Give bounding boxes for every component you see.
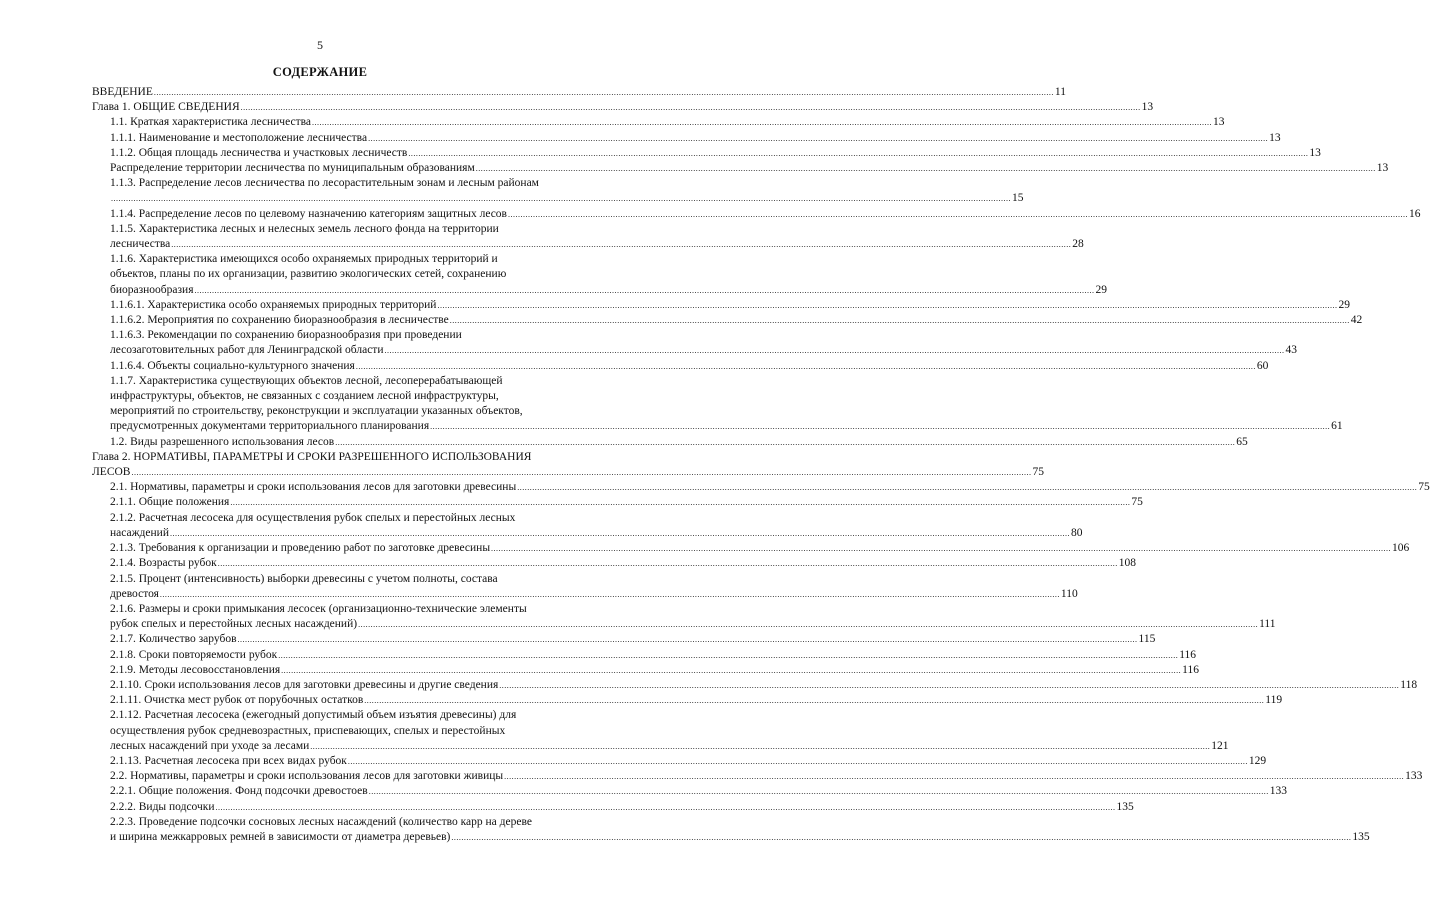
- toc-entry[interactable]: [92, 450, 1044, 480]
- toc-entry[interactable]: [92, 222, 1084, 252]
- toc-entry-text: лесных насаждений при уходе за лесами: [110, 739, 310, 752]
- toc-page-number: 129: [1248, 754, 1267, 767]
- toc-entry-text: 2.1.6. Размеры и сроки примыкания лесосек (организационно-технические элементы: [110, 602, 527, 615]
- toc-page-number: 106: [1392, 542, 1410, 555]
- toc-page-number: 133: [1405, 770, 1423, 783]
- toc-entry[interactable]: [92, 800, 1134, 815]
- toc-page-number: 13: [1309, 146, 1321, 159]
- toc-entry[interactable]: [92, 328, 1297, 358]
- dot-leader: [310, 739, 1210, 754]
- toc-entry-text: 2.1.3. Требования к организации и проведению работ по заготовке древесины: [110, 542, 491, 555]
- dot-leader: [154, 85, 1054, 100]
- toc-entry-text: 2.1.5. Процент (интенсивность) выборки древесины с учетом полноты, состава: [110, 572, 498, 585]
- toc-entry[interactable]: [92, 176, 1024, 206]
- toc-entry[interactable]: [92, 754, 1267, 769]
- dot-leader: [368, 131, 1268, 146]
- dot-leader: [131, 465, 1031, 480]
- dot-leader: [437, 298, 1337, 313]
- toc-entry[interactable]: [92, 85, 1066, 100]
- toc-entry[interactable]: [92, 663, 1199, 678]
- toc-entry-text: 1.1.6.3. Рекомендации по сохранению биоразнообразия при проведении: [110, 329, 462, 342]
- toc-page-number: 13: [1213, 116, 1225, 129]
- dot-leader: [111, 191, 1011, 206]
- dot-leader: [335, 435, 1235, 450]
- toc-entry-text: 2.1.11. Очистка мест рубок от порубочных остатков: [110, 694, 364, 707]
- toc-page-number: 115: [1138, 633, 1156, 646]
- toc-entry[interactable]: [92, 100, 1154, 115]
- toc-page-number: 29: [1095, 283, 1107, 296]
- dot-leader: [348, 754, 1248, 769]
- toc-page-number: 121: [1211, 739, 1229, 752]
- toc-entry-text: 2.1.7. Количество зарубов: [110, 633, 237, 646]
- toc-entry[interactable]: [92, 161, 1389, 176]
- dot-leader: [356, 359, 1256, 374]
- toc-page-number: 11: [1054, 86, 1066, 98]
- toc-entry-text: ВВЕДЕНИЕ: [92, 86, 153, 98]
- toc-entry-text: биоразнообразия: [110, 283, 194, 296]
- toc-entry[interactable]: [92, 480, 1430, 495]
- dot-leader: [499, 678, 1399, 693]
- dot-leader: [491, 541, 1391, 556]
- toc-page-number: 80: [1070, 526, 1083, 539]
- toc-page-number: 108: [1118, 557, 1136, 570]
- dot-leader: [508, 207, 1408, 222]
- dot-leader: [408, 146, 1308, 161]
- toc-entry[interactable]: [92, 131, 1281, 146]
- toc-entry-text: 1.1.3. Распределение лесов лесничества по лесорастительным зонам и лесным районам: [110, 177, 539, 190]
- toc-entry-text: лесничества: [110, 238, 171, 251]
- toc-entry-text: 2.1.4. Возрасты рубок: [110, 557, 217, 570]
- dot-leader: [238, 632, 1138, 647]
- toc-page-number: 75: [1032, 466, 1044, 479]
- dot-leader: [281, 663, 1181, 678]
- toc-page-number: 116: [1179, 648, 1197, 661]
- dot-leader: [430, 419, 1330, 434]
- toc-entry-text: 2.2.1. Общие положения. Фонд подсочки древостоев: [110, 785, 368, 798]
- dot-leader: [195, 283, 1095, 298]
- dot-leader: [358, 617, 1258, 632]
- toc-entry-text: 2.1. Нормативы, параметры и сроки использования лесов для заготовки древесины: [110, 481, 517, 494]
- dot-leader: [171, 237, 1071, 252]
- toc-entry[interactable]: [92, 374, 1343, 435]
- toc-page-number: 118: [1400, 678, 1418, 691]
- toc-page-number: 75: [1418, 481, 1430, 494]
- dot-leader: [312, 115, 1212, 130]
- toc-page-number: 133: [1269, 785, 1287, 798]
- toc-entry-text: Распределение территории лесничества по муниципальным образованиям: [110, 162, 475, 175]
- toc-entry-text: инфраструктуры, объектов, не связанных с созданием лесной инфраструктуры,: [110, 390, 499, 403]
- toc-entry[interactable]: [92, 769, 1423, 784]
- dot-leader: [450, 313, 1350, 328]
- toc-page-number: 13: [1269, 131, 1281, 144]
- toc-page-number: 13: [1141, 101, 1154, 114]
- toc-page-number: 116: [1182, 663, 1199, 676]
- toc-entry-text: 2.1.9. Методы лесовосстановления: [110, 663, 281, 676]
- toc-page-number: 110: [1060, 587, 1078, 600]
- dot-leader: [170, 526, 1070, 541]
- toc-entry[interactable]: [92, 511, 1083, 541]
- toc-page-number: 13: [1376, 162, 1389, 175]
- toc-page-number: 43: [1285, 344, 1297, 357]
- toc-page-number: 135: [1352, 830, 1370, 843]
- toc-entry-text: 2.2.3. Проведение подсочки сосновых лесных насаждений (количество карр на дереве: [110, 815, 532, 828]
- toc-page-number: 60: [1256, 359, 1269, 372]
- toc-entry[interactable]: [92, 495, 1143, 510]
- toc-entry[interactable]: [92, 815, 1370, 845]
- toc-entry-text: 1.1.7. Характеристика существующих объектов лесной, лесоперерабатывающей: [110, 374, 503, 387]
- toc-entry-text: и ширина межкарровых ремней в зависимости от диаметра деревьев): [110, 830, 451, 843]
- toc-entry-text: 1.1.4. Распределение лесов по целевому назначению категориям защитных лесов: [110, 207, 507, 220]
- toc-entry-text: 2.2. Нормативы, параметры и сроки использования лесов для заготовки живицы: [110, 770, 504, 783]
- toc-entry[interactable]: [92, 708, 1229, 754]
- toc-entry-text: объектов, планы по их организации, развитию экологических сетей, сохранению: [110, 268, 507, 281]
- dot-leader: [476, 161, 1376, 176]
- toc-entry-text: 2.2.2. Виды подсочки: [110, 800, 215, 813]
- table-of-contents: [92, 85, 1430, 845]
- toc-entry-text: 1.1.1. Наименование и местоположение лесничества: [110, 131, 368, 144]
- toc-entry[interactable]: [92, 693, 1283, 708]
- dot-leader: [278, 648, 1178, 663]
- toc-entry[interactable]: [92, 678, 1418, 693]
- toc-entry[interactable]: [92, 784, 1287, 799]
- toc-page-number: 119: [1265, 694, 1283, 707]
- toc-entry-text: 2.1.8. Сроки повторяемости рубок: [110, 648, 278, 661]
- toc-entry[interactable]: [92, 435, 1248, 450]
- toc-entry-text: 1.1. Краткая характеристика лесничества: [110, 116, 311, 129]
- toc-page-number: 75: [1131, 496, 1143, 509]
- toc-entry-text: 1.2. Виды разрешенного использования лесов: [110, 435, 335, 448]
- toc-entry[interactable]: [92, 115, 1225, 130]
- toc-page-number: 15: [1012, 192, 1024, 205]
- toc-entry-text: ЛЕСОВ: [92, 466, 131, 479]
- page-number: 5: [317, 38, 323, 52]
- toc-entry[interactable]: [92, 632, 1156, 647]
- toc-page-number: 65: [1236, 435, 1248, 448]
- toc-title: СОДЕРЖАНИЕ: [272, 65, 368, 79]
- dot-leader: [218, 556, 1118, 571]
- dot-leader: [369, 784, 1269, 799]
- dot-leader: [160, 587, 1060, 602]
- toc-entry-text: 2.1.10. Сроки использования лесов для заготовки древесины и другие сведения: [110, 678, 499, 691]
- toc-page-number: 28: [1072, 238, 1084, 251]
- toc-entry[interactable]: [92, 648, 1197, 663]
- toc-entry[interactable]: [92, 602, 1276, 632]
- dot-leader: [504, 769, 1404, 784]
- toc-entry-text: 1.1.6.1. Характеристика особо охраняемых природных территорий: [110, 298, 437, 311]
- toc-entry-text: рубок спелых и перестойных лесных насаждений): [110, 618, 358, 631]
- toc-entry-text: насаждений: [110, 526, 169, 539]
- dot-leader: [230, 495, 1130, 510]
- toc-entry-text: 2.1.1. Общие положения: [110, 496, 230, 509]
- toc-entry[interactable]: [92, 298, 1350, 313]
- toc-entry-text: 2.1.12. Расчетная лесосека (ежегодный допустимый объем изъятия древесины) для: [110, 709, 517, 722]
- toc-entry[interactable]: [92, 313, 1363, 328]
- toc-entry-text: 1.1.2. Общая площадь лесничества и участковых лесничеств: [110, 146, 408, 159]
- toc-entry[interactable]: [92, 541, 1410, 556]
- dot-leader: [364, 693, 1264, 708]
- toc-entry-text: 2.1.2. Расчетная лесосека для осуществления рубок спелых и перестойных лесных: [110, 511, 516, 524]
- toc-entry-text: осуществления рубок средневозрастных, приспевающих, спелых и перестойных: [110, 724, 506, 737]
- toc-entry-text: Глава 1. ОБЩИЕ СВЕДЕНИЯ: [92, 101, 240, 114]
- toc-entry-text: древостоя: [110, 587, 159, 600]
- toc-entry-text: мероприятий по строительству, реконструкции и эксплуатации указанных объектов,: [110, 405, 523, 418]
- toc-page-number: 29: [1338, 298, 1350, 311]
- dot-leader: [451, 830, 1351, 845]
- toc-entry[interactable]: [92, 359, 1269, 374]
- toc-entry-text: 1.1.5. Характеристика лесных и нелесных земель лесного фонда на территории: [110, 222, 499, 235]
- toc-entry-text: лесозаготовительных работ для Ленинградской области: [110, 344, 384, 357]
- toc-entry[interactable]: [92, 146, 1321, 161]
- dot-leader: [384, 343, 1284, 358]
- toc-entry-text: 1.1.6.2. Мероприятия по сохранению биоразнообразия в лесничестве: [110, 314, 449, 327]
- dot-leader: [216, 800, 1116, 815]
- toc-page-number: 16: [1409, 207, 1421, 220]
- toc-entry-text: Глава 2. НОРМАТИВЫ, ПАРАМЕТРЫ И СРОКИ РАЗРЕШЕННОГО ИСПОЛЬЗОВАНИЯ: [92, 450, 532, 463]
- toc-page-number: 135: [1116, 800, 1134, 813]
- toc-entry-text: 1.1.6. Характеристика имеющихся особо охраняемых природных территорий и: [110, 253, 498, 266]
- toc-page-number: 111: [1259, 618, 1276, 631]
- toc-entry-text: предусмотренных документами территориального планирования: [110, 420, 430, 433]
- toc-entry[interactable]: [92, 207, 1421, 222]
- toc-page-number: 42: [1350, 314, 1363, 327]
- dot-leader: [517, 480, 1417, 495]
- toc-entry-text: 1.1.6.4. Объекты социально-культурного значения: [110, 359, 355, 372]
- toc-entry[interactable]: [92, 252, 1107, 298]
- dot-leader: [241, 100, 1141, 115]
- toc-entry[interactable]: [92, 572, 1078, 602]
- toc-entry[interactable]: [92, 556, 1136, 571]
- toc-page-number: 61: [1331, 420, 1343, 433]
- toc-entry-text: 2.1.13. Расчетная лесосека при всех видах рубок: [110, 754, 347, 767]
